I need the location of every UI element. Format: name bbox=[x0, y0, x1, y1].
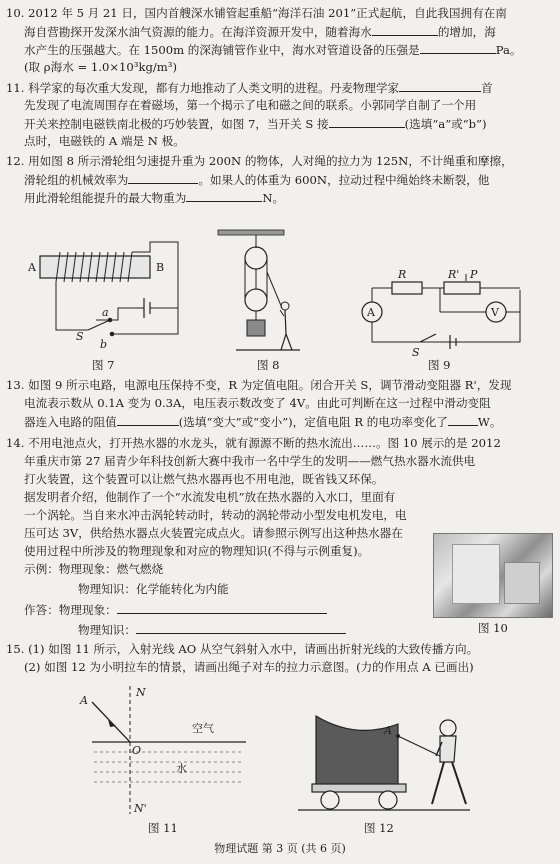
label-V-meter: V bbox=[491, 306, 499, 319]
q10-line4: (取 ρ海水 = 1.0×10³kg/m³) bbox=[24, 60, 177, 74]
figure-12-caption: 图 12 bbox=[364, 821, 394, 835]
q13-blank-2[interactable] bbox=[448, 414, 478, 426]
ray-arrow bbox=[108, 719, 116, 727]
label-A: A bbox=[384, 724, 392, 737]
q10-text: 的增加，海 bbox=[437, 25, 496, 39]
person-head bbox=[281, 302, 289, 310]
figure-7-caption: 图 7 bbox=[92, 358, 115, 372]
q10-line2 bbox=[24, 24, 554, 40]
label-R: R bbox=[398, 268, 407, 281]
movable-pulley bbox=[245, 289, 267, 311]
q14-line6: 压可达 3V，供给热水器点火装置完成点火。请参照示例写出这种热水器在 bbox=[24, 526, 403, 540]
label-b: b bbox=[100, 338, 108, 351]
cart-wheel bbox=[321, 791, 339, 809]
q14-line2: 年重庆市第 27 届青少年科技创新大赛中我市一名中学生的发明——燃气热水器水流供电 bbox=[24, 454, 476, 468]
cart-base bbox=[312, 784, 406, 792]
fixed-pulley bbox=[245, 247, 267, 269]
rheostat-R-prime bbox=[444, 282, 480, 294]
label-A-meter: A bbox=[367, 306, 375, 319]
q10-line1: 10. 2012 年 5 月 21 日，国内首艘深水铺管起重船“海洋石油 201”正式起航，自此我国拥有在南 bbox=[6, 6, 507, 20]
q12-blank-2[interactable] bbox=[186, 190, 262, 202]
figures-7-8-9 bbox=[0, 212, 560, 372]
pull-rope bbox=[267, 272, 282, 308]
figure-12-cart bbox=[298, 716, 470, 810]
label-P: P bbox=[470, 268, 478, 281]
q14-answer-label: 作答：物理现象： bbox=[24, 603, 117, 617]
label-S: S bbox=[76, 330, 84, 343]
q13-blank-1[interactable] bbox=[117, 414, 179, 426]
q10-blank-2[interactable] bbox=[420, 42, 496, 54]
contact-a bbox=[108, 318, 112, 322]
q13-line3 bbox=[24, 414, 554, 430]
q12-line1: 12. 用如图 8 所示滑轮组匀速提升重为 200N 的物体，人对绳的拉力为 125N，不计绳重和摩擦， bbox=[6, 154, 513, 168]
load-block bbox=[247, 320, 265, 336]
figure-7-electromagnet bbox=[27, 242, 178, 351]
boy-leg bbox=[432, 762, 444, 804]
q11-text: 开关来控制电磁铁南北极的巧妙装置，如图 7，当开关 S 接 bbox=[24, 117, 329, 131]
q11-line1 bbox=[6, 80, 554, 96]
q14-example-knowledge: 物理知识：化学能转化为内能 bbox=[78, 582, 229, 596]
boy-leg bbox=[452, 762, 466, 804]
q10-text: 水产生的压强越大。在 1500m 的深海铺管作业中，海水对管道设备的压强是 bbox=[24, 43, 420, 57]
q14-line1: 14. 不用电池点火，打开热水器的水龙头，就有源源不断的热水流出……。图 10 展示的是 2012 bbox=[6, 436, 501, 450]
q12-text: N。 bbox=[262, 191, 285, 205]
person-body bbox=[285, 310, 286, 334]
q12-line3 bbox=[24, 190, 554, 206]
q13-line1: 13. 如图 9 所示电路，电源电压保持不变，R 为定值电阻。闭合开关 S，调节滑动变阻器 R'，发现 bbox=[6, 378, 512, 392]
rope bbox=[398, 736, 440, 756]
label-O: O bbox=[132, 744, 142, 757]
point-A bbox=[396, 734, 400, 738]
figure-8-pulley bbox=[218, 230, 300, 350]
label-S: S bbox=[412, 346, 420, 359]
q11-text: 首 bbox=[481, 81, 493, 95]
q13-text: 器连入电路的阻值 bbox=[24, 415, 117, 429]
q13-text: W。 bbox=[477, 415, 502, 429]
q13-text: (选填“变大”或“变小”)，定值电阻 R 的电功率变化了 bbox=[178, 415, 448, 429]
q14-line3: 打火装置，这个装置可以让燃气热水器再也不用电池，既省钱又环保。 bbox=[24, 472, 384, 486]
boy-body bbox=[440, 736, 456, 762]
q11-line4: 点时，电磁铁的 A 端是 N 极。 bbox=[24, 134, 185, 148]
q12-text: 滑轮组的机械效率为 bbox=[24, 173, 129, 187]
label-B: B bbox=[156, 261, 165, 274]
q14-line4: 据发明者介绍，他制作了一个“水流发电机”放在热水器的入水口，里面有 bbox=[24, 490, 396, 504]
generator-unit bbox=[504, 562, 540, 604]
figure-9-caption: 图 9 bbox=[428, 358, 451, 372]
q14-answer-knowledge-blank[interactable] bbox=[136, 622, 346, 634]
water-heater-unit bbox=[452, 544, 500, 604]
q12-text: 用此滑轮组能提升的最大物重为 bbox=[24, 191, 187, 205]
label-R-prime: R' bbox=[448, 268, 460, 281]
label-A: A bbox=[80, 694, 88, 707]
label-a: a bbox=[102, 306, 109, 319]
q15-line1: 15. (1) 如图 11 所示，入射光线 AO 从空气斜射入水中，请画出折射光线的大致传播方向。 bbox=[6, 642, 479, 656]
page-footer: 物理试题 第 3 页 (共 6 页) bbox=[214, 842, 346, 855]
q12-blank-1[interactable] bbox=[128, 172, 198, 184]
resistor-R bbox=[392, 282, 422, 294]
figure-8-caption: 图 8 bbox=[257, 358, 280, 372]
cart-wheel bbox=[379, 791, 397, 809]
q10-line3 bbox=[24, 42, 554, 58]
q13-line2: 电流表示数从 0.1A 变为 0.3A，电压表示数改变了 4V。由此可判断在这一过程中滑动变阻 bbox=[24, 396, 491, 410]
q11-blank-1[interactable] bbox=[399, 80, 481, 92]
q14-line7: 使用过程中所涉及的物理现象和对应的物理知识(不得与示例重复)。 bbox=[24, 544, 370, 558]
figure-9-circuit bbox=[362, 268, 520, 359]
figure-11-refraction bbox=[79, 686, 246, 815]
q12-text: 。如果人的体重为 600N，拉动过程中绳始终未断裂，他 bbox=[198, 173, 490, 187]
label-N: N bbox=[136, 686, 146, 699]
ceiling bbox=[218, 230, 284, 235]
q15-line2: (2) 如图 12 为小明拉车的情景，请画出绳子对车的拉力示意图。(力的作用点 A 已画出) bbox=[24, 660, 474, 674]
figures-11-12 bbox=[0, 680, 560, 840]
q11-text: (选填“a”或“b”) bbox=[404, 117, 487, 131]
figure-10-photo bbox=[433, 533, 553, 618]
label-water: 水 bbox=[176, 762, 187, 775]
q14-line5: 一个涡轮。当自来水冲击涡轮转动时，转动的涡轮带动小型发电机发电，电 bbox=[24, 508, 407, 522]
q10-text: Pa。 bbox=[495, 43, 522, 57]
label-air: 空气 bbox=[192, 722, 214, 735]
q12-line2 bbox=[24, 172, 554, 188]
q14-answer-label: 物理知识： bbox=[78, 623, 136, 637]
switch bbox=[420, 334, 436, 342]
q11-text: 11. 科学家的每次重大发现，都有力地推动了人类文明的进程。丹麦物理学家 bbox=[6, 81, 400, 95]
switch-blade bbox=[88, 320, 110, 330]
q14-answer-phenomenon-blank[interactable] bbox=[117, 602, 327, 614]
q11-line3 bbox=[24, 116, 554, 132]
label-A: A bbox=[28, 261, 36, 274]
figure-11-caption: 图 11 bbox=[148, 821, 178, 835]
q10-text: 海自营勘探开发深水油气资源的能力。在海洋资源开发中，随着海水 bbox=[24, 25, 372, 39]
wire-left bbox=[56, 282, 88, 330]
q11-blank-2[interactable] bbox=[329, 116, 405, 128]
q14-example-phenomenon: 示例：物理现象：燃气燃烧 bbox=[24, 562, 164, 576]
label-N-prime: N' bbox=[134, 802, 147, 815]
q10-blank-1[interactable] bbox=[372, 24, 438, 36]
q11-line2: 先发现了电流周围存在着磁场，第一个揭示了电和磁之间的联系。小郭同学自制了一个用 bbox=[24, 98, 477, 112]
water-hatching bbox=[94, 752, 244, 782]
boy-head bbox=[440, 720, 456, 736]
figure-10-caption: 图 10 bbox=[478, 621, 508, 635]
